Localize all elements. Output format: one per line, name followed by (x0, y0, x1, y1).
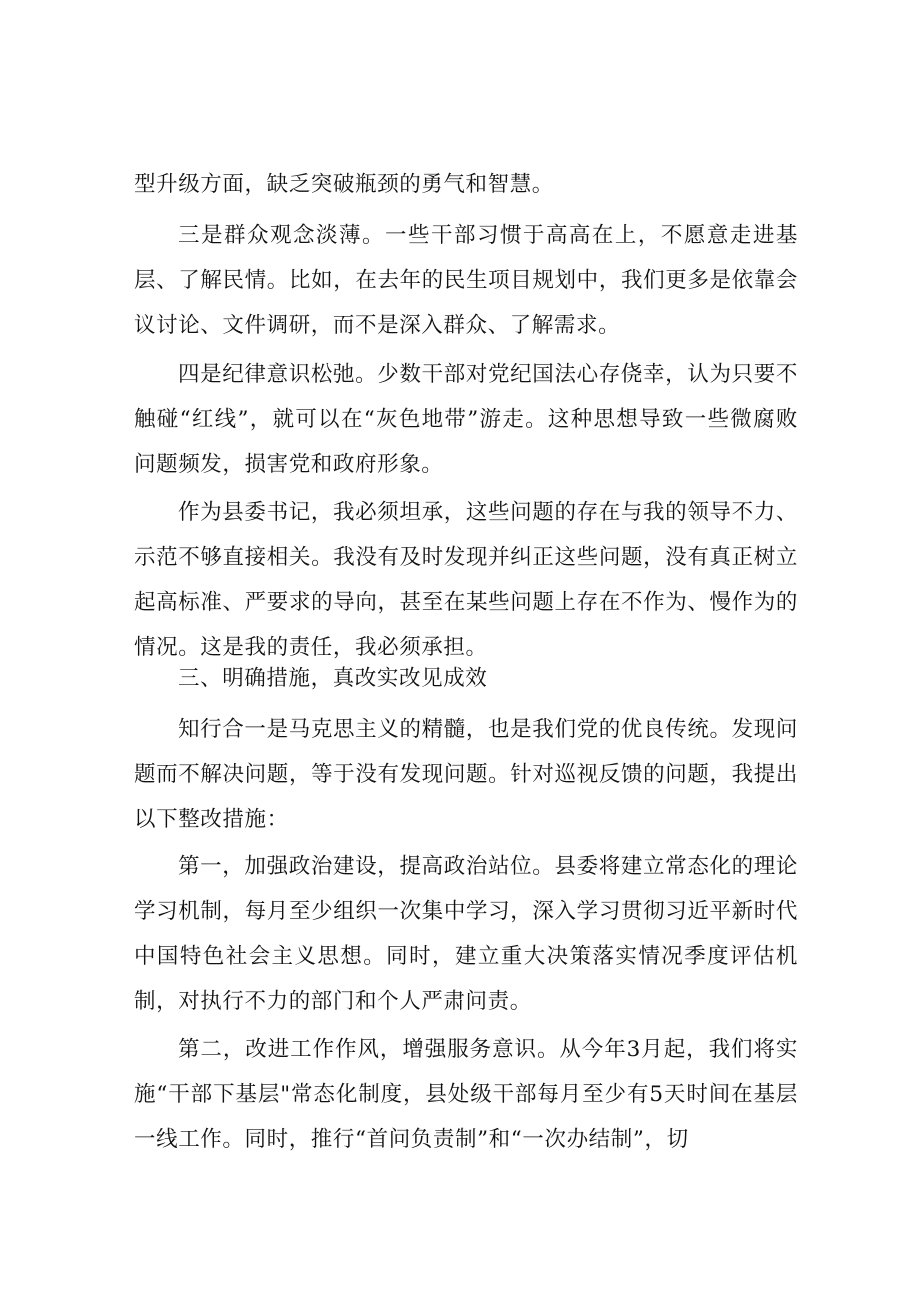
section-heading: 三、明确措施，真改实改见成效 (178, 666, 488, 691)
paragraph-continuation: 型升级方面，缺乏突破瓶颈的勇气和智慧。 (134, 172, 554, 197)
paragraph-responsibility: 作为县委书记，我必须坦承，这些问题的存在与我的领导不力、示范不够直接相关。我没有及时发现并纠正这些问题，没有真正树立起高标准、严要求的导向，甚至在某些问题上存在不作为、慢作为的情况。这是我的责任，我必须承担。 (134, 500, 798, 660)
paragraph-intro-measures: 知行合一是马克思主义的精髓，也是我们党的优良传统。发现问题而不解决问题，等于没有发现问题。针对巡视反馈的问题，我提出以下整改措施： (134, 717, 798, 832)
paragraph-point-three: 三是群众观念淡薄。一些干部习惯于高高在上，不愿意走进基层、了解民情。比如，在去年的民生项目规划中，我们更多是依靠会议讨论、文件调研，而不是深入群众、了解需求。 (134, 223, 798, 338)
paragraph-point-four: 四是纪律意识松弛。少数干部对党纪国法心存侥幸，认为只要不触碰“红线”，就可以在“灰色地带”游走。这种思想导致一些微腐败问题频发，损害党和政府形象。 (134, 362, 798, 477)
paragraph-measure-one: 第一，加强政治建设，提高政治站位。县委将建立常态化的理论学习机制，每月至少组织一次集中学习，深入学习贯彻习近平新时代中国特色社会主义思想。同时，建立重大决策落实情况季度评估机制，对执行不力的部门和个人严肃问责。 (134, 854, 798, 1014)
paragraph-measure-two: 第二，改进工作作风，增强服务意识。从今年3月起，我们将实施“干部下基层"常态化制度，县处级干部每月至少有5天时间在基层一线工作。同时，推行“首问负责制”和“一次办结制”，切 (134, 1037, 798, 1152)
